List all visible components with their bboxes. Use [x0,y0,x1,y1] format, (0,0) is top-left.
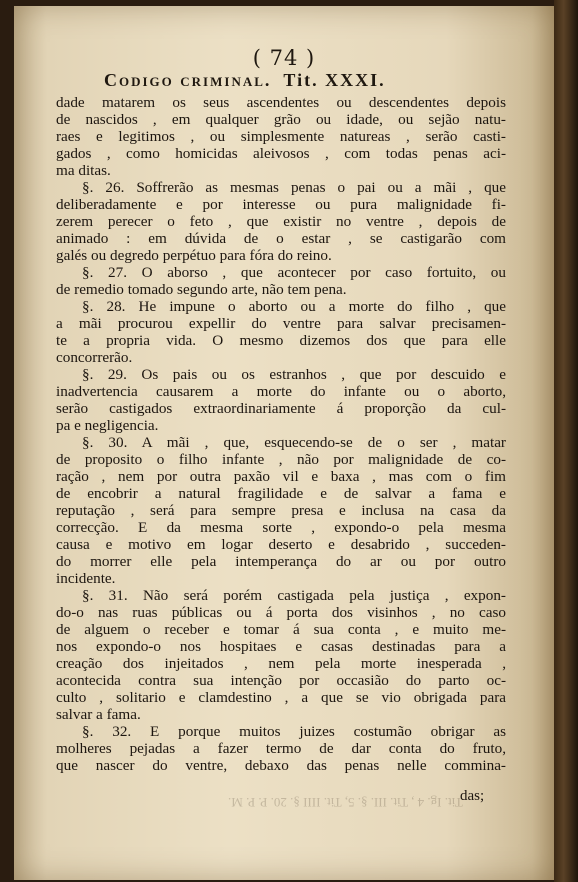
text-line: te a propria vida. O mesmo dizemos dos que para elle [56,332,506,349]
text-line: incidente. [56,570,116,587]
paragraph-29-start: §. 29. Os pais ou os estranhos , que por descuido e [82,366,506,383]
text-line: ração , nem por outra paxão vil e baxa , mas com o fim [56,468,506,485]
paragraph-30-start: §. 30. A mãi , que, esquecendo-se de o ser , matar [82,434,506,451]
text-line: animado : em dúvida de o estar , se castigarão com [56,230,506,247]
text-line: do morrer elle pela intemperança do ar ou por outro [56,553,506,570]
text-line: de encobrir a natural fragilidade e de salvar a fama e [56,485,506,502]
text-line: de proposito o filho infante , não por malignidade de co- [56,451,506,468]
page-number: ( 74 ) [252,46,316,70]
text-line: ma ditas. [56,162,111,179]
text-line: de nascidos , em qualquer grão ou idade, ou sejão natu- [56,111,506,128]
text-line: acontecida contra sua intenção por occasião do parto oc- [56,672,506,689]
text-line: correcção. E da mesma sorte , expondo-o pela mesma [56,519,506,536]
text-line: causa e motivo em logar deserto e desabrido , succeden- [56,536,506,553]
paragraph-31-start: §. 31. Não será porém castigada pela justiça , expon- [82,587,506,604]
text-line: salvar a fama. [56,706,141,723]
text-line: de remedio tomado segundo arte, não tem pena. [56,281,347,298]
paragraph-26-start: §. 26. Soffrerão as mesmas penas o pai ou a mãi , que [82,179,506,196]
text-line: pa e negligencia. [56,417,159,434]
text-line: de alguem o receber e tomar á sua conta , e muito me- [56,621,506,638]
paragraph-32-start: §. 32. E porque muitos juizes costumão obrigar as [82,723,506,740]
running-head [104,70,464,91]
paper-page [14,6,554,880]
body-text [56,94,506,774]
paragraph-28-start: §. 28. He impune o aborto ou a morte do filho , que [82,298,506,315]
text-line: que nascer do ventre, debaxo das penas nelle commina- [56,757,506,774]
text-line: concorrerão. [56,349,133,366]
text-line: deliberadamente e por interesse ou pura malignidade fi- [56,196,506,213]
bleed-through-text: Tit. Ig. 4 , Tit. III. §. 5, Tit. IIII §. 20. P. P. M. [228,795,463,810]
text-line: culto , solitario e clamdestino , a que se vio obrigada para [56,689,506,706]
text-line: a mãi procurou expellir do ventre para salvar precisamen- [56,315,506,332]
text-line: inadvertencia causarem a morte do infante ou o aborto, [56,383,506,400]
text-line: reputação , será para sempre presa e inclusa na casa da [56,502,506,519]
book-edge [554,0,578,882]
text-line: nos expondo-o nos hospitaes e casas destinadas para a [56,638,506,655]
running-title: Codigo criminal. [104,70,272,90]
text-line: dade matarem os seus ascendentes ou descendentes depois [56,94,506,111]
catchword: das; [460,788,485,804]
title-number: Tit. XXXI. [283,70,386,90]
text-line: creação dos injeitados , nem pela morte inesperada , [56,655,506,672]
text-line: molheres pejadas a fazer termo de dar conta do fruto, [56,740,506,757]
text-line: do-o nas ruas públicas ou á porta dos visinhos , no caso [56,604,506,621]
paragraph-27-start: §. 27. O aborso , que acontecer por caso fortuito, ou [82,264,506,281]
text-line: raes e legitimos , ou simplesmente natureas , serão casti- [56,128,506,145]
text-line: galés ou degredo perpétuo para fóra do reino. [56,247,332,264]
text-line: serão castigados extraordinariamente á proporção da cul- [56,400,506,417]
text-line: zerem perecer o feto , que existir no ventre , depois de [56,213,506,230]
text-line: gados , como homicidas aleivosos , com todas penas aci- [56,145,506,162]
